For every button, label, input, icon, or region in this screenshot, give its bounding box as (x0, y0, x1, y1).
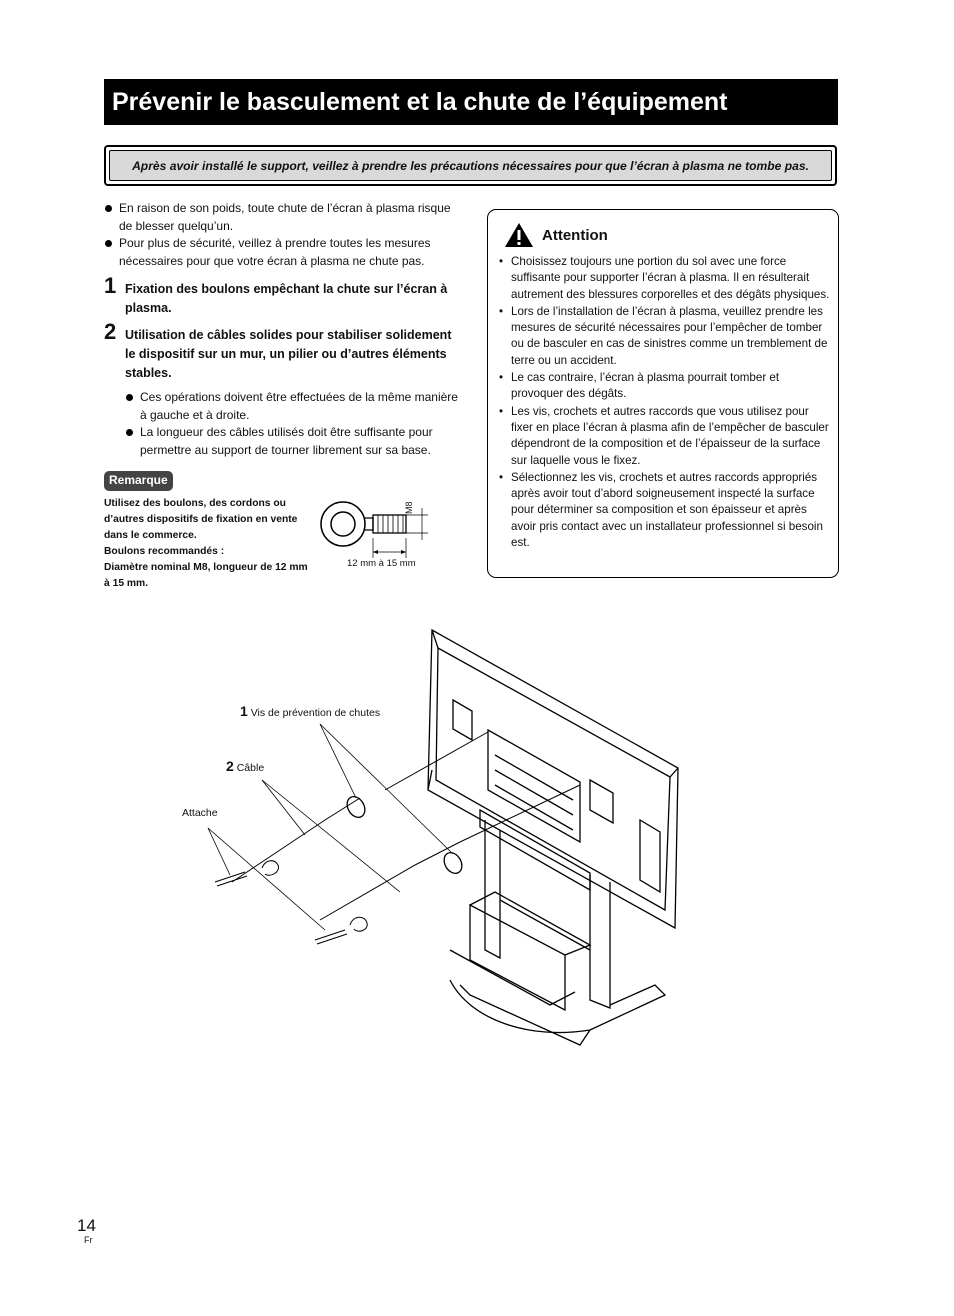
intro-text: Après avoir installé le support, veillez à prendre les précautions nécessaires pour que l’écran à plasma ne tombe pas. (132, 158, 809, 173)
step-1 (104, 273, 464, 318)
step-2-sublist (125, 389, 464, 459)
attention-box (487, 209, 839, 578)
attention-item: • Choisissez toujours une portion du sol avec une force suffisante pour supporter l’écran à plasma. Il en résulterait autrement des blessures corporelles et des dégâts physiques. (498, 254, 830, 303)
attention-item: • Le cas contraire, l’écran à plasma pourrait tomber et provoquer des dégâts. (498, 370, 830, 403)
step-number: 2 (104, 319, 117, 344)
title-bar (104, 79, 838, 125)
step-2 (104, 319, 464, 383)
label-cable: 2 Câble (226, 758, 265, 774)
label-vis: 1 Vis de prévention de chutes (240, 703, 381, 719)
step-text: Utilisation de câbles solides pour stabiliser solidement le dispositif sur un mur, un pilier ou d’autres éléments stables. (125, 328, 452, 380)
label-attache: Attache (182, 807, 218, 819)
page-number: 14 (77, 1216, 96, 1235)
bullet-item: Pour plus de sécurité, veillez à prendre toutes les mesures nécessaires pour que votre écran à plasma ne chute pas. (104, 235, 464, 270)
attention-item: • Les vis, crochets et autres raccords que vous utilisez pour fixer en place l’écran à plasma afin de l’empêcher de basculer dépendront de la composition et de l’épaisseur de la surface sur laquelle vous le fixez. (498, 404, 830, 469)
bullet-item: La longueur des câbles utilisés doit être suffisante pour permettre au support de tourner librement sur sa base. (125, 424, 464, 459)
installation-diagram (170, 620, 690, 1050)
attention-item: • Lors de l’installation de l’écran à plasma, veuillez prendre les mesures de sécurité nécessaires pour l’empêcher de tomber ou de basculer en cas de sinistres comme un tremblement de terre ou un accident. (498, 304, 830, 369)
step-text: Fixation des boulons empêchant la chute sur l’écran à plasma. (125, 282, 448, 315)
attention-item: • Sélectionnez les vis, crochets et autres raccords appropriés après avoir tout d’abord soigneusement inspecté la surface pour déterminer sa composition et son épaisseur et après avoir pris contact avec un installateur professionnel si besoin est. (498, 470, 830, 551)
label-vis-number: 1 (240, 703, 248, 719)
page-title: Prévenir le basculement et la chute de l’équipement (112, 88, 728, 116)
warning-icon (504, 222, 534, 248)
bullet-item: En raison de son poids, toute chute de l’écran à plasma risque de blesser quelqu’un. (104, 200, 464, 235)
attention-list (498, 254, 830, 552)
step-number: 1 (104, 273, 117, 298)
intro-box (104, 145, 837, 186)
bullet-item: Ces opérations doivent être effectuées de la même manière à gauche et à droite. (125, 389, 464, 424)
label-cable-number: 2 (226, 758, 234, 774)
page-lang: Fr (84, 1235, 93, 1245)
remarque-text: Utilisez des boulons, des cordons ou d’autres dispositifs de fixation en vente dans le commerce. Boulons recommandés : Diamètre nominal M8, longueur de 12 mm à 15 mm. (104, 497, 308, 589)
attention-title: Attention (542, 226, 608, 244)
bolt-m8-label: M8 (404, 501, 414, 514)
bolt-length-label: 12 mm à 15 mm (347, 558, 416, 569)
remarque-badge: Remarque (104, 471, 173, 491)
